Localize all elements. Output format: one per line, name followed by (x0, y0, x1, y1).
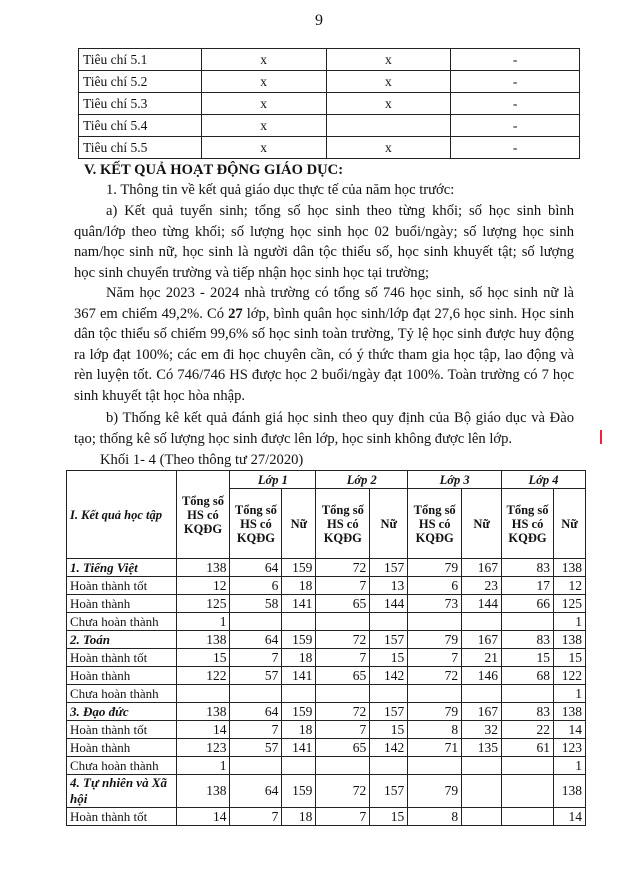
results-cell: 135 (462, 739, 502, 757)
criteria-col-1: x (201, 71, 326, 93)
results-row (67, 577, 586, 595)
results-cell (462, 757, 502, 775)
results-cell (370, 685, 408, 703)
results-cell (316, 685, 370, 703)
results-cell (408, 757, 462, 775)
results-cell: 58 (230, 595, 282, 613)
results-cell: 125 (554, 595, 586, 613)
criteria-col-1: x (201, 137, 326, 159)
results-cell: 83 (502, 559, 554, 577)
results-cell: 21 (462, 649, 502, 667)
results-row-label: Hoàn thành (67, 595, 177, 613)
results-cell: 79 (408, 559, 462, 577)
results-row-label: Hoàn thành (67, 739, 177, 757)
results-cell: 18 (282, 721, 316, 739)
criteria-name: Tiêu chí 5.4 (79, 115, 202, 137)
results-cell: 23 (462, 577, 502, 595)
results-cell (282, 613, 316, 631)
criteria-row (79, 49, 580, 71)
results-cell (502, 685, 554, 703)
results-cell: 7 (230, 649, 282, 667)
results-cell: 79 (408, 703, 462, 721)
results-cell: 15 (176, 649, 230, 667)
results-cell: 7 (230, 721, 282, 739)
results-row (67, 721, 586, 739)
results-cell: 159 (282, 703, 316, 721)
results-cell: 57 (230, 667, 282, 685)
results-cell: 144 (370, 595, 408, 613)
results-row (67, 685, 586, 703)
results-row (67, 703, 586, 721)
results-row (67, 757, 586, 775)
results-cell (370, 757, 408, 775)
criteria-name: Tiêu chí 5.2 (79, 71, 202, 93)
results-cell: 138 (554, 775, 586, 808)
results-cell (462, 685, 502, 703)
results-cell: 159 (282, 631, 316, 649)
header-sub-female: Nữ (282, 489, 316, 559)
red-mark (600, 430, 602, 444)
results-cell: 57 (230, 739, 282, 757)
header-total: Tổng số HS có KQĐG (176, 471, 230, 559)
results-cell (502, 613, 554, 631)
results-row-label: 4. Tự nhiên và Xã hội (67, 775, 177, 808)
header-grade-1: Lớp 1 (230, 471, 316, 489)
results-cell: 8 (408, 721, 462, 739)
results-row-label: Hoàn thành tốt (67, 808, 177, 826)
results-cell: 72 (316, 559, 370, 577)
results-cell: 7 (408, 649, 462, 667)
results-cell (462, 808, 502, 826)
results-cell: 32 (462, 721, 502, 739)
results-cell: 83 (502, 631, 554, 649)
section-heading: V. KẾT QUẢ HOẠT ĐỘNG GIÁO DỤC: (84, 162, 344, 178)
results-cell (462, 775, 502, 808)
results-cell: 73 (408, 595, 462, 613)
header-grade-2: Lớp 2 (316, 471, 408, 489)
results-cell: 72 (408, 667, 462, 685)
results-cell: 144 (462, 595, 502, 613)
criteria-col-2 (326, 115, 451, 137)
results-row (67, 631, 586, 649)
results-row (67, 775, 586, 808)
results-cell: 17 (502, 577, 554, 595)
results-cell: 79 (408, 631, 462, 649)
results-row (67, 595, 586, 613)
results-cell: 14 (554, 808, 586, 826)
results-cell (408, 685, 462, 703)
results-row-label: Hoàn thành (67, 667, 177, 685)
results-cell: 146 (462, 667, 502, 685)
results-cell: 159 (282, 775, 316, 808)
results-cell: 72 (316, 703, 370, 721)
results-cell: 1 (176, 613, 230, 631)
paragraph-1: 1. Thông tin về kết quả giáo dục thực tế của năm học trước: (106, 182, 455, 198)
criteria-col-3: - (451, 71, 580, 93)
results-cell (502, 808, 554, 826)
results-cell: 167 (462, 631, 502, 649)
paragraph-year (74, 283, 574, 406)
results-cell: 64 (230, 631, 282, 649)
results-row (67, 739, 586, 757)
results-cell: 18 (282, 649, 316, 667)
results-cell: 141 (282, 667, 316, 685)
results-row (67, 808, 586, 826)
header-sub-female: Nữ (370, 489, 408, 559)
header-sub-total: Tổng số HS có KQĐG (316, 489, 370, 559)
criteria-row (79, 71, 580, 93)
header-row-label: I. Kết quả học tập (67, 471, 177, 559)
paragraph-year-part1: Năm học 2023 - 2024 nhà trường có tổng số 746 học sinh, số học sinh nữ là 367 em chiếm 49,2%. Có (74, 285, 574, 322)
results-cell (502, 775, 554, 808)
results-cell: 18 (282, 808, 316, 826)
results-cell (316, 757, 370, 775)
criteria-col-2: x (326, 137, 451, 159)
results-cell: 167 (462, 559, 502, 577)
results-cell: 1 (176, 757, 230, 775)
results-cell: 64 (230, 559, 282, 577)
results-cell: 15 (370, 649, 408, 667)
results-cell (502, 757, 554, 775)
results-cell: 141 (282, 739, 316, 757)
criteria-col-1: x (201, 115, 326, 137)
criteria-row (79, 137, 580, 159)
header-sub-total: Tổng số HS có KQĐG (408, 489, 462, 559)
results-row (67, 649, 586, 667)
results-cell (230, 757, 282, 775)
criteria-col-2: x (326, 71, 451, 93)
header-sub-female: Nữ (462, 489, 502, 559)
grade-caption: Khối 1- 4 (Theo thông tư 27/2020) (100, 452, 304, 468)
results-cell: 123 (554, 739, 586, 757)
results-cell (282, 685, 316, 703)
paragraph-b: b) Thống kê kết quả đánh giá học sinh theo quy định của Bộ giáo dục và Đào tạo; thống kê số lượng học sinh được lên lớp, học sinh không được lên lớp. (74, 410, 574, 447)
results-cell: 12 (176, 577, 230, 595)
results-cell: 157 (370, 559, 408, 577)
results-cell (408, 613, 462, 631)
results-cell: 61 (502, 739, 554, 757)
results-cell (370, 613, 408, 631)
paragraph-a: a) Kết quả tuyển sinh; tổng số học sinh theo từng khối; số học sinh bình quân/lớp theo từng khối; số lượng học sinh học 02 buổi/ngày; số lượng học sinh nam/học sinh nữ, học sinh là người dân tộc thiểu số, học sinh khuyết tật; số lượng học sinh chuyển trường và tiếp nhận học sinh học tại trường; (74, 203, 574, 281)
results-cell: 7 (316, 721, 370, 739)
results-cell (282, 757, 316, 775)
results-cell: 138 (554, 631, 586, 649)
results-cell: 122 (176, 667, 230, 685)
results-row-label: Hoàn thành tốt (67, 721, 177, 739)
results-cell: 72 (316, 775, 370, 808)
results-cell: 1 (554, 685, 586, 703)
paragraph-year-part2: lớp, bình quân học sinh/lớp đạt 27,6 học sinh. Học sinh dân tộc thiểu số chiếm 99,6% số học sinh toàn trường, Tỷ lệ học sinh được huy động ra lớp đạt 100%; các em đi học chuyên cần, có ý thức tham gia học tập, lao động và rèn luyện tốt. Có 746/746 HS được học 2 buổi/ngày đạt 100%. Toàn trường có 7 học sinh khuyết tật học hòa nhập. (74, 305, 574, 404)
results-cell (462, 613, 502, 631)
results-cell: 83 (502, 703, 554, 721)
results-cell: 13 (370, 577, 408, 595)
results-row (67, 559, 586, 577)
results-cell: 15 (370, 721, 408, 739)
results-cell: 157 (370, 631, 408, 649)
results-cell: 14 (554, 721, 586, 739)
criteria-col-3: - (451, 115, 580, 137)
results-cell: 122 (554, 667, 586, 685)
results-cell: 22 (502, 721, 554, 739)
results-cell: 6 (408, 577, 462, 595)
criteria-col-1: x (201, 49, 326, 71)
results-cell: 12 (554, 577, 586, 595)
results-cell: 7 (230, 808, 282, 826)
results-row-label: 2. Toán (67, 631, 177, 649)
results-cell (230, 685, 282, 703)
results-cell (176, 685, 230, 703)
criteria-name: Tiêu chí 5.5 (79, 137, 202, 159)
criteria-col-3: - (451, 137, 580, 159)
results-table (66, 470, 586, 826)
criteria-row (79, 93, 580, 115)
results-row-label: 3. Đạo đức (67, 703, 177, 721)
results-cell: 65 (316, 667, 370, 685)
results-cell: 138 (176, 703, 230, 721)
results-cell: 125 (176, 595, 230, 613)
results-cell: 167 (462, 703, 502, 721)
header-sub-total: Tổng số HS có KQĐG (502, 489, 554, 559)
results-cell: 79 (408, 775, 462, 808)
results-row-label: 1. Tiếng Việt (67, 559, 177, 577)
results-cell: 159 (282, 559, 316, 577)
results-cell: 14 (176, 808, 230, 826)
results-cell: 7 (316, 808, 370, 826)
header-grade-3: Lớp 3 (408, 471, 502, 489)
results-cell: 64 (230, 775, 282, 808)
criteria-col-2: x (326, 93, 451, 115)
results-cell: 15 (502, 649, 554, 667)
results-cell (230, 613, 282, 631)
results-cell (316, 613, 370, 631)
results-cell: 138 (176, 775, 230, 808)
results-cell: 142 (370, 667, 408, 685)
criteria-col-3: - (451, 93, 580, 115)
results-cell: 138 (554, 559, 586, 577)
criteria-name: Tiêu chí 5.1 (79, 49, 202, 71)
criteria-table (78, 48, 580, 159)
header-sub-female: Nữ (554, 489, 586, 559)
results-cell: 8 (408, 808, 462, 826)
criteria-col-2: x (326, 49, 451, 71)
criteria-row (79, 115, 580, 137)
results-cell: 6 (230, 577, 282, 595)
criteria-name: Tiêu chí 5.3 (79, 93, 202, 115)
criteria-col-3: - (451, 49, 580, 71)
results-cell: 141 (282, 595, 316, 613)
results-cell: 123 (176, 739, 230, 757)
header-grade-4: Lớp 4 (502, 471, 586, 489)
results-row-label: Chưa hoàn thành (67, 757, 177, 775)
criteria-col-1: x (201, 93, 326, 115)
results-row-label: Chưa hoàn thành (67, 685, 177, 703)
results-cell: 138 (176, 631, 230, 649)
class-count: 27 (228, 305, 243, 322)
results-cell: 71 (408, 739, 462, 757)
results-cell: 66 (502, 595, 554, 613)
results-cell: 15 (554, 649, 586, 667)
results-cell: 68 (502, 667, 554, 685)
results-cell: 64 (230, 703, 282, 721)
results-row-label: Hoàn thành tốt (67, 577, 177, 595)
results-cell: 18 (282, 577, 316, 595)
results-cell: 7 (316, 577, 370, 595)
results-cell: 15 (370, 808, 408, 826)
results-cell: 65 (316, 595, 370, 613)
results-row-label: Chưa hoàn thành (67, 613, 177, 631)
results-row-label: Hoàn thành tốt (67, 649, 177, 667)
results-cell: 138 (554, 703, 586, 721)
results-cell: 7 (316, 649, 370, 667)
results-cell: 138 (176, 559, 230, 577)
header-sub-total: Tổng số HS có KQĐG (230, 489, 282, 559)
results-cell: 72 (316, 631, 370, 649)
results-cell: 14 (176, 721, 230, 739)
results-cell: 1 (554, 613, 586, 631)
results-cell: 1 (554, 757, 586, 775)
results-cell: 142 (370, 739, 408, 757)
results-row (67, 613, 586, 631)
results-row (67, 667, 586, 685)
page-number: 9 (315, 12, 323, 29)
results-cell: 157 (370, 775, 408, 808)
results-cell: 65 (316, 739, 370, 757)
results-cell: 157 (370, 703, 408, 721)
